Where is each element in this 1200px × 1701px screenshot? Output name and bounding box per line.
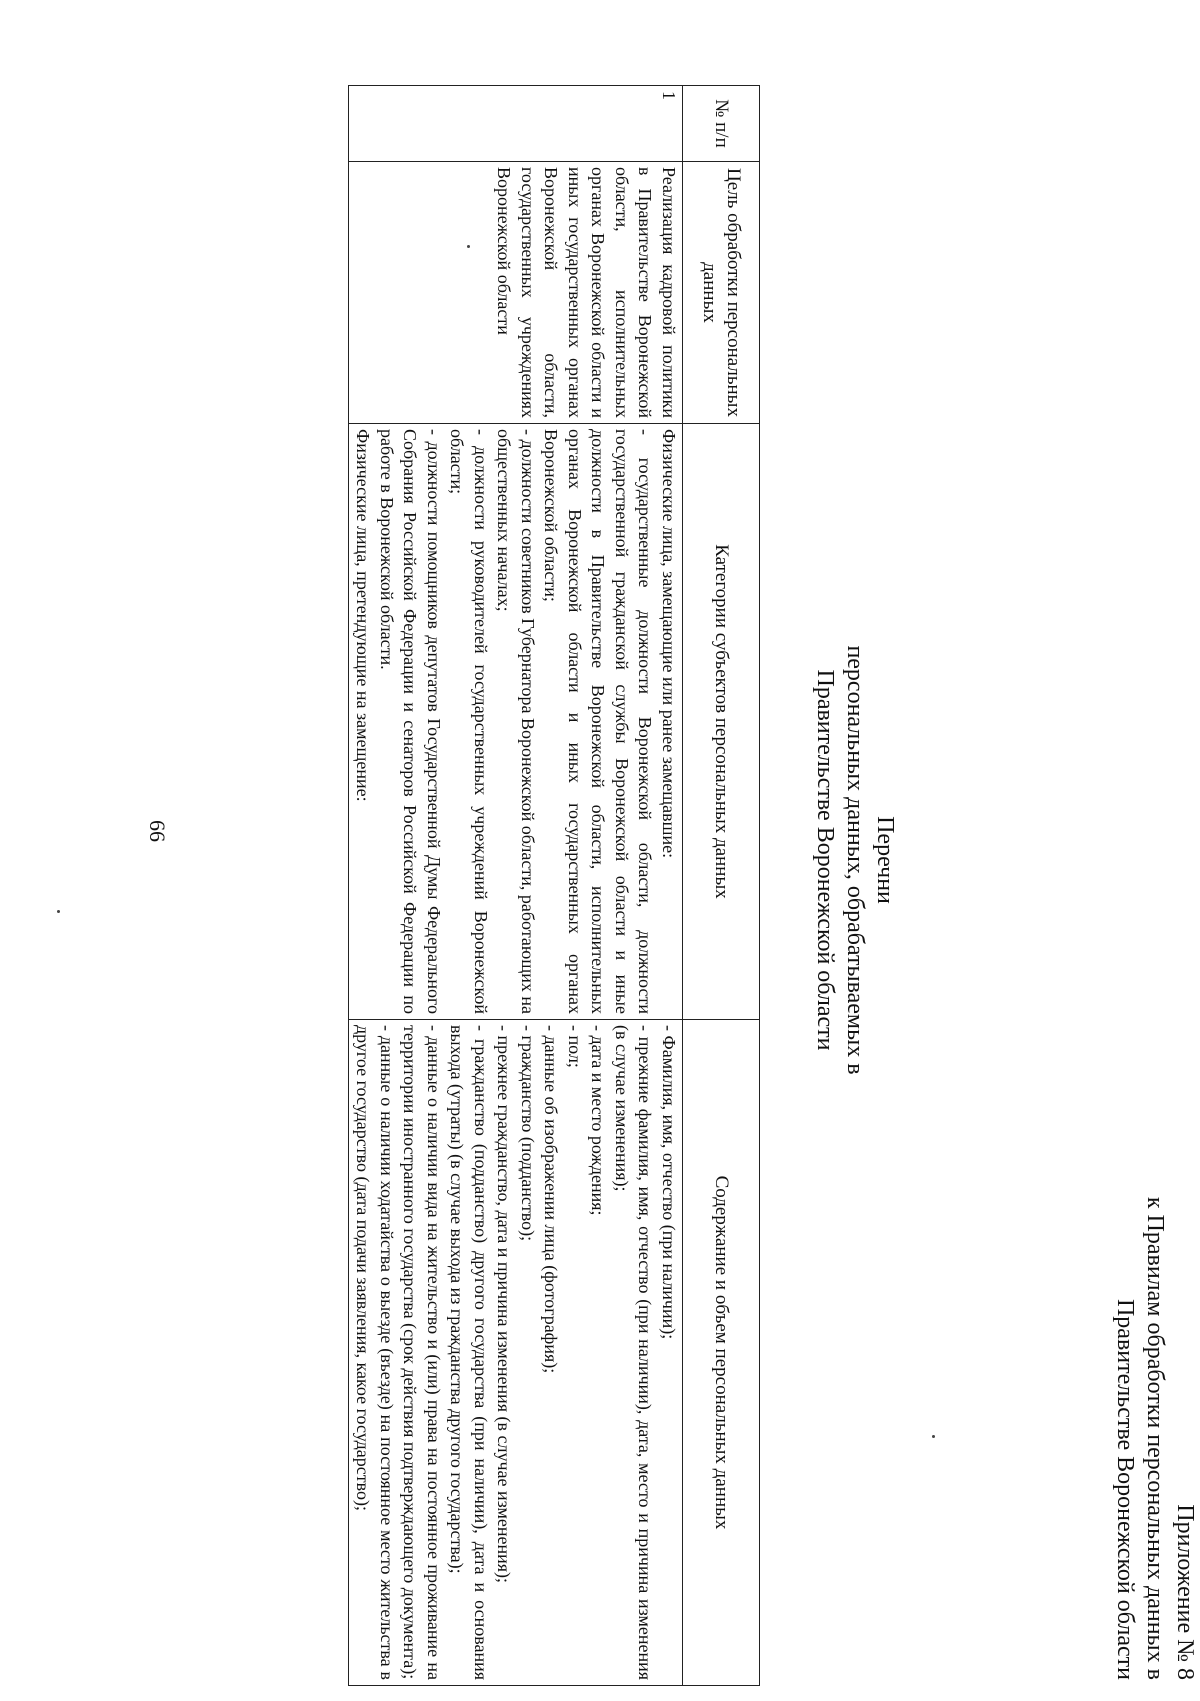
category-line: Физические лица, замещающие или ранее замещавшие: <box>659 429 679 859</box>
category-line: - государственные должности Воронежской области, должности государственной гражданской службы Воронежской области и иные должности в Правительстве Воронежской области, исполнительных органах Воронежской области и иных государственных органах Воронежской области; <box>541 429 656 1014</box>
content-line: - прежнее гражданство, дата и причина изменения (в случае изменения); <box>494 1025 515 1584</box>
rotated-document-page <box>30 30 1198 1690</box>
category-line: Физические лица, претендующие на замещение: <box>353 429 374 802</box>
appendix-header <box>1110 1197 1200 1680</box>
scan-speck <box>932 1435 935 1438</box>
row-num: 1 <box>349 86 683 162</box>
scan-speck <box>467 245 470 248</box>
scan-speck <box>57 910 60 913</box>
row-purpose: Реализация кадровой политики в Правительстве Воронежской области, исполнительных органах Воронежской области и иных государственных органах Воронежской области, государственных учреждениях Воронежской области <box>349 162 683 424</box>
table-header-row <box>683 86 760 1686</box>
appendix-subtitle-line2: Правительстве Воронежской области <box>1112 1298 1138 1680</box>
table-row <box>349 86 683 1686</box>
content-line: - гражданство (подданство) другого государства (при наличии), дата и основания выхода (утраты) (в случае выхода из гражданства другого государства); <box>447 1025 491 1680</box>
category-line: - должности руководителей государственных учреждений Воронежской области; <box>447 429 491 1014</box>
header-content: Содержание и объем персональных данных <box>683 1020 760 1686</box>
row-content <box>349 1020 683 1686</box>
content-line: - Фамилия, имя, отчество (при наличии); <box>659 1025 679 1340</box>
content-line: - данные об изображении лица (фотография); <box>541 1025 562 1374</box>
page-number: 66 <box>145 820 170 842</box>
header-num: № п/п <box>683 86 760 162</box>
title-line1: Перечни <box>872 816 898 904</box>
document-title <box>810 430 900 1290</box>
personal-data-table <box>348 85 760 1686</box>
appendix-title: Приложение № 8 <box>1172 1504 1198 1680</box>
content-line: - прежние фамилия, имя, отчество (при наличии), дата, место и причина изменения (в случае изменения); <box>612 1025 656 1680</box>
category-line: - должности помощников депутатов Государственной Думы Федерального Собрания Российской Федерации и сенаторов Российской Федерации по работе в Воронежской области. <box>377 429 444 1014</box>
header-purpose: Цель обработки персональных данных <box>683 162 760 424</box>
content-line: - гражданство (подданство); <box>518 1025 538 1242</box>
row-categories <box>349 424 683 1020</box>
content-line: - данные о наличии вида на жительство и (или) права на постоянное проживание на территории иностранного государства (срок действия подтверждающего документа); <box>400 1025 444 1680</box>
category-line: - должности советников Губернатора Воронежской области, работающих на общественных началах; <box>494 429 538 1014</box>
header-categories: Категории субъектов персональных данных <box>683 424 760 1020</box>
content-line: - дата и место рождения; <box>588 1025 609 1216</box>
appendix-subtitle-line1: к Правилам обработки персональных данных в <box>1142 1196 1168 1680</box>
content-line: - данные о наличии ходатайства о выезде (въезде) на постоянное место жительства в другое государство (дата подачи заявления, какое государство); <box>353 1025 397 1680</box>
title-line2: персональных данных, обрабатываемых в <box>842 645 868 1075</box>
content-line: - пол; <box>565 1025 585 1068</box>
title-line3: Правительстве Воронежской области <box>812 669 838 1051</box>
